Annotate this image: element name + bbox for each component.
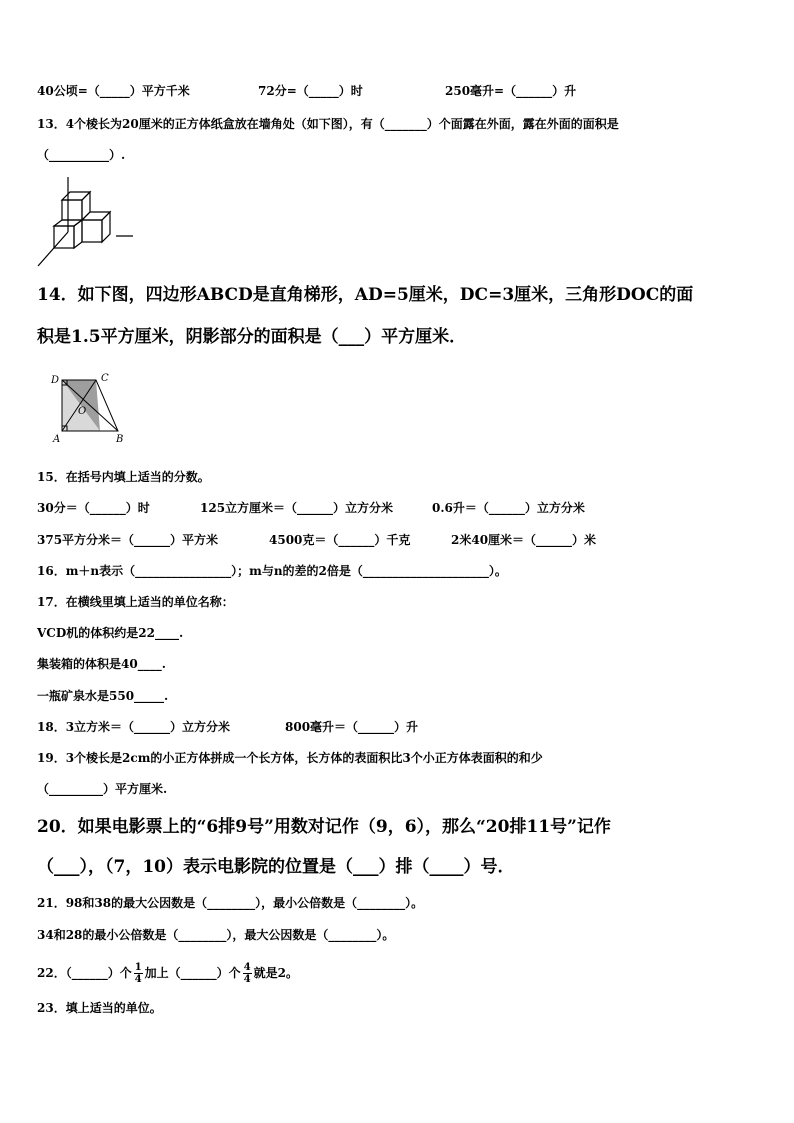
- q17-item-container: 集装箱的体积是40____.: [37, 657, 166, 671]
- q22-fraction-1-denominator: 4: [134, 974, 142, 985]
- q14-label-d: D: [51, 375, 60, 386]
- q14-trapezoid-figure: [48, 369, 132, 447]
- q15-title: 15．在括号内填上适当的分数。: [37, 470, 210, 484]
- q22-part3: 就是2。: [253, 966, 299, 980]
- q22-fraction-2: [243, 962, 252, 985]
- q18-item-3m3: 18．3立方米＝（______）立方分米: [37, 720, 231, 734]
- q19-answer-line: （_________）平方厘米.: [37, 782, 168, 796]
- q13-question: 13．4个棱长为20厘米的正方体纸盒放在墙角处（如下图），有（_______）个面露在外面，露在外面的面积是: [37, 117, 619, 131]
- q17-item-water: 一瓶矿泉水是550_____.: [37, 689, 169, 703]
- q14-question-line1: 14．如下图，四边形ABCD是直角梯形，AD=5厘米，DC=3厘米，三角形DOC的面: [37, 285, 694, 305]
- q15-item-375dm2: 375平方分米＝（______）平方米: [37, 533, 219, 547]
- q14-label-b: B: [116, 434, 124, 445]
- q17-item-vcd: VCD机的体积约是22____.: [37, 626, 184, 640]
- q15-item-4500g: 4500克＝（______）千克: [269, 533, 411, 547]
- q15-item-2m40cm: 2米40厘米＝（______）米: [451, 533, 597, 547]
- q14-label-a: A: [53, 434, 61, 445]
- q20-question-line1: 20．如果电影票上的“6排9号”用数对记作（9，6），那么“20排11号”记作: [37, 817, 611, 837]
- q12-item-milliliters: 250毫升=（______）升: [445, 84, 577, 98]
- q19-question: 19．3个棱长是2cm的小正方体拼成一个长方体，长方体的表面积比3个小正方体表面积的和少: [37, 751, 543, 765]
- q22-fraction-1-numerator: 1: [134, 962, 142, 973]
- q22-fraction-1: [134, 962, 143, 985]
- q12-item-hectare: 40公顷=（_____）平方千米: [37, 84, 190, 98]
- q22-part2: 加上（______）个: [144, 966, 241, 980]
- q22-fraction-2-denominator: 4: [243, 974, 251, 985]
- q18-item-800ml: 800毫升＝（______）升: [285, 720, 419, 734]
- q14-label-c: C: [101, 373, 109, 384]
- q22-fraction-2-numerator: 4: [243, 962, 251, 973]
- q14-label-o: O: [78, 406, 87, 417]
- q15-item-125cm3: 125立方厘米＝（______）立方分米: [200, 501, 394, 515]
- q22-question: [37, 962, 298, 985]
- q13-cube-corner-figure: [36, 172, 136, 268]
- q17-title: 17．在横线里填上适当的单位名称：: [37, 595, 234, 609]
- q21-line2: 34和28的最小公倍数是（________），最大公因数是（________）。: [37, 928, 395, 942]
- q12-item-minutes: 72分=（_____）时: [258, 84, 363, 98]
- q15-item-0.6l: 0.6升＝（______）立方分米: [432, 501, 585, 515]
- q14-question-line2: 积是1.5平方厘米，阴影部分的面积是（___）平方厘米．: [37, 327, 467, 347]
- q23-title: 23．填上适当的单位。: [37, 1001, 162, 1015]
- q15-item-30min: 30分＝（______）时: [37, 501, 150, 515]
- q22-part1: 22．（______）个: [37, 966, 132, 980]
- q16-question: 16．m＋n表示（________________）；m与n的差的2倍是（_____________________）。: [37, 564, 507, 578]
- q13-answer-line: （__________）.: [37, 148, 126, 162]
- q21-line1: 21．98和38的最大公因数是（________），最小公倍数是（________）。: [37, 896, 424, 910]
- q20-question-line2: （___），（7，10）表示电影院的位置是（___）排（____）号．: [37, 857, 515, 877]
